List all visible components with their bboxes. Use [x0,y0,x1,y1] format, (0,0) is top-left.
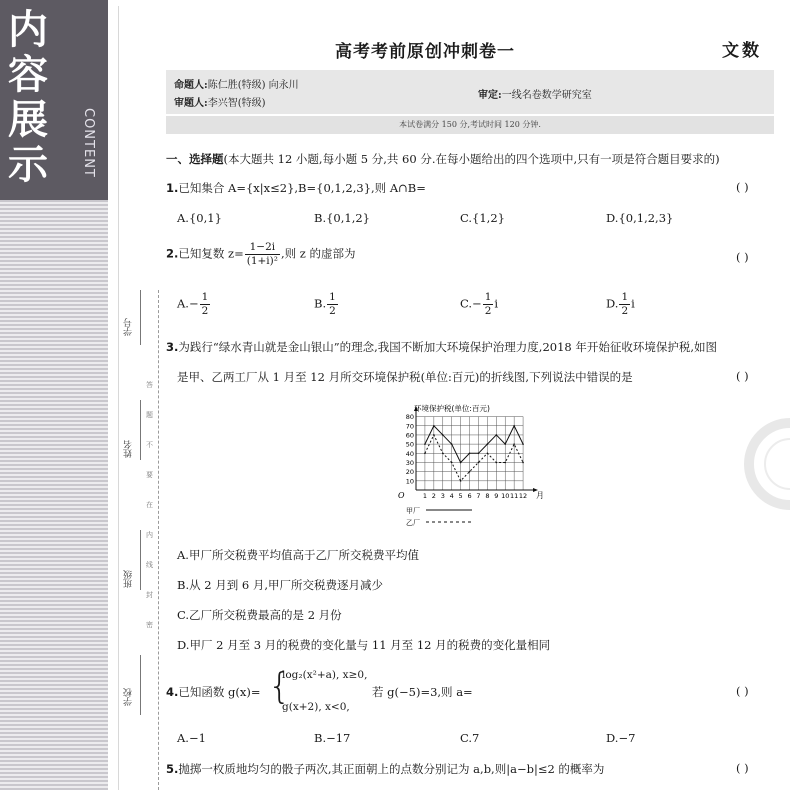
binding-warning-char: 题 [146,411,153,419]
authors-label: 命题人: [174,80,208,91]
banner-char: 展 [8,97,48,143]
option-label: C.− [460,296,482,311]
question-3-stem-line1 [166,339,717,355]
approval-label: 审定: [478,90,502,101]
x-tick-label: 5 [458,492,463,500]
question-text: 已知集合 A={x|x≤2},B={0,1,2,3},则 A∩B= [178,181,426,195]
data-point-jia [433,425,435,427]
q1-option-b: B.{0,1,2} [314,211,371,225]
authors-value: 陈仁胜(特级) 向永川 [207,80,299,91]
binding-warning-char: 答 [146,381,153,389]
data-point-jia [460,462,462,464]
student-id-label: 学号 [124,318,134,336]
authors-line [174,76,299,91]
fraction-numerator: 1 [621,291,629,303]
exam-note: 本试卷满分 150 分,考试时间 120 分钟. [166,116,774,134]
exam-subject: 文数 [722,41,762,61]
fraction [483,291,494,318]
data-point-jia [469,452,471,454]
option-suffix: i [631,296,635,311]
q3-option-c: C.乙厂所交税费最高的是 2 月份 [177,608,342,622]
fraction [619,291,630,318]
data-point-yi [522,462,524,464]
y-tick-label: 10 [405,477,414,486]
chart-title: 环境保护税(单位:百元) [414,404,490,413]
question-4-stem [166,684,261,700]
option-label: D. [606,296,619,311]
section-heading [166,151,720,167]
exam-title: 高考考前原创冲刺卷一 [335,42,515,62]
data-point-jia [451,443,453,445]
fraction [327,291,338,318]
field-line [140,290,141,345]
q4-option-a: A.−1 [177,731,206,745]
option-suffix: i [494,296,499,311]
chart-origin: O [398,491,405,500]
y-tick-label: 80 [405,413,414,422]
x-tick-label: 10 [501,492,510,500]
question-text: ,则 z 的虚部为 [280,246,356,261]
content-banner [0,0,108,200]
x-tick-label: 2 [431,492,436,500]
q1-option-a: A.{0,1} [177,211,222,225]
q2-option-d [606,291,635,318]
data-point-yi [442,452,444,454]
q3-option-d: D.甲厂 2 月至 3 月的税费的变化量与 11 月至 12 月的税费的变化量相同 [177,638,551,652]
chart-x-label: 月 [536,491,544,500]
school-label: 学校 [124,688,134,706]
data-point-jia [442,434,444,436]
legend-label-yi: 乙厂 [406,519,420,527]
x-tick-label: 3 [440,492,445,500]
question-number: 1. [166,181,179,195]
binding-warning-char: 内 [146,531,153,539]
fraction-numerator: 1 [201,291,209,303]
field-line [140,400,141,460]
striped-sidebar [0,200,108,790]
x-tick-label: 1 [422,492,427,500]
binding-warning-char: 密 [146,621,153,629]
data-point-jia [504,443,506,445]
y-tick-label: 60 [405,431,414,440]
question-number: 2. [166,246,179,261]
question-number: 5. [166,762,179,776]
q2-option-c [460,291,498,318]
approval-value: 一线名卷数学研究室 [501,90,592,101]
piecewise-case-1: log₂(x²+a), x≥0, [282,669,368,681]
piecewise-case-2: g(x+2), x<0, [282,701,350,713]
question-text: 已知函数 g(x)= [178,685,261,699]
q3-option-b: B.从 2 月到 6 月,甲厂所交税费逐月减少 [177,578,384,592]
piecewise-brace: { [268,666,291,707]
answer-parentheses: ( ) [736,761,749,775]
data-point-yi [513,443,515,445]
data-point-jia [513,425,515,427]
x-tick-label: 4 [449,492,454,500]
reviewers-line [174,94,266,109]
q1-option-c: C.{1,2} [460,211,505,225]
q4-option-b: B.−17 [314,731,351,745]
x-tick-label: 8 [485,492,490,500]
answer-parentheses: ( ) [736,250,749,264]
field-line [140,655,141,715]
fraction-denominator: 2 [484,305,492,317]
option-label: B. [314,296,327,311]
q3-option-a: A.甲厂所交税费平均值高于乙厂所交税费平均值 [177,548,419,562]
reviewers-label: 审题人: [174,98,208,109]
q1-option-d: D.{0,1,2,3} [606,211,674,225]
question-number: 3. [166,340,179,354]
binding-line [158,290,159,790]
y-tick-label: 20 [405,468,414,477]
binding-warning-char: 线 [146,561,153,569]
fraction-numerator: 1 [329,291,336,303]
banner-char: 示 [8,142,48,188]
data-point-jia [496,434,498,436]
answer-parentheses: ( ) [736,369,749,383]
data-point-jia [487,443,489,445]
binding-warning-char: 不 [146,441,153,449]
fraction-numerator: 1 [484,291,492,303]
data-point-yi [504,462,506,464]
data-point-jia [478,452,480,454]
y-tick-label: 70 [405,422,414,431]
legend-label-jia: 甲厂 [406,507,420,515]
fraction-numerator: 1−2i [245,241,280,255]
q4-option-c: C.7 [460,731,480,745]
binding-warning-char: 要 [146,471,153,479]
fraction-denominator: 2 [621,305,629,317]
fraction [245,241,280,268]
x-tick-label: 6 [467,492,472,500]
q2-option-a [177,291,211,318]
name-label: 姓名 [124,440,134,458]
banner-subtitle: CONTENT [81,108,96,178]
fraction-denominator: 2 [329,305,336,317]
question-text: 已知复数 z= [178,246,244,261]
data-point-yi [433,434,435,436]
section-title: 一、选择题 [166,152,224,166]
y-tick-label: 40 [405,449,414,458]
y-tick-label: 50 [405,440,414,449]
data-point-yi [460,480,462,482]
question-2-stem [166,241,356,268]
reviewers-value: 李兴智(特级) [207,98,266,109]
question-5-stem [166,761,604,777]
section-description: (本大题共 12 小题,每小题 5 分,共 60 分.在每小题给出的四个选项中,只有一项是符合题目要求的) [223,152,720,166]
fraction-denominator: (1+i)² [246,255,278,267]
question-1-stem [166,180,426,196]
class-label: 班级 [124,570,134,588]
data-point-yi [424,452,426,454]
data-point-yi [451,462,453,464]
author-info-box [166,70,774,114]
data-point-jia [522,443,524,445]
series-line-yi [425,435,523,481]
binding-warning-char: 封 [146,591,153,599]
question-3-stem-line2: 是甲、乙两工厂从 1 月至 12 月所交环境保护税(单位:百元)的折线图,下列说法中错误的是 [177,370,633,384]
question-number: 4. [166,685,179,699]
tax-line-chart [392,398,552,528]
option-label: A.− [177,296,199,311]
fraction [200,291,211,318]
x-tick-label: 11 [510,492,519,500]
field-line [140,530,141,590]
binding-warning-char: 在 [146,501,153,509]
data-point-yi [496,462,498,464]
question-text: 抛掷一枚质地均匀的骰子两次,其正面朝上的点数分别记为 a,b,则|a−b|≤2 的概率为 [178,762,605,776]
question-text: 为践行“绿水青山就是金山银山”的理念,我国不断加大环境保护治理力度,2018 年开始征收环境保护税,如图 [178,340,718,354]
banner-title [8,8,68,188]
q2-option-b [314,291,339,318]
banner-char: 容 [8,52,48,98]
q4-option-d: D.−7 [606,731,636,745]
x-tick-label: 7 [476,492,481,500]
answer-parentheses: ( ) [736,180,749,194]
y-tick-label: 30 [405,458,414,467]
x-tick-label: 12 [518,492,528,500]
data-point-yi [469,471,471,473]
x-tick-label: 9 [494,492,499,500]
data-point-yi [478,462,480,464]
answer-parentheses: ( ) [736,684,749,698]
data-point-yi [487,452,489,454]
approval-line [478,86,592,101]
fraction-denominator: 2 [201,305,209,317]
banner-char: 内 [8,7,48,53]
question-4-condition: 若 g(−5)=3,则 a= [372,685,473,699]
data-point-jia [424,443,426,445]
